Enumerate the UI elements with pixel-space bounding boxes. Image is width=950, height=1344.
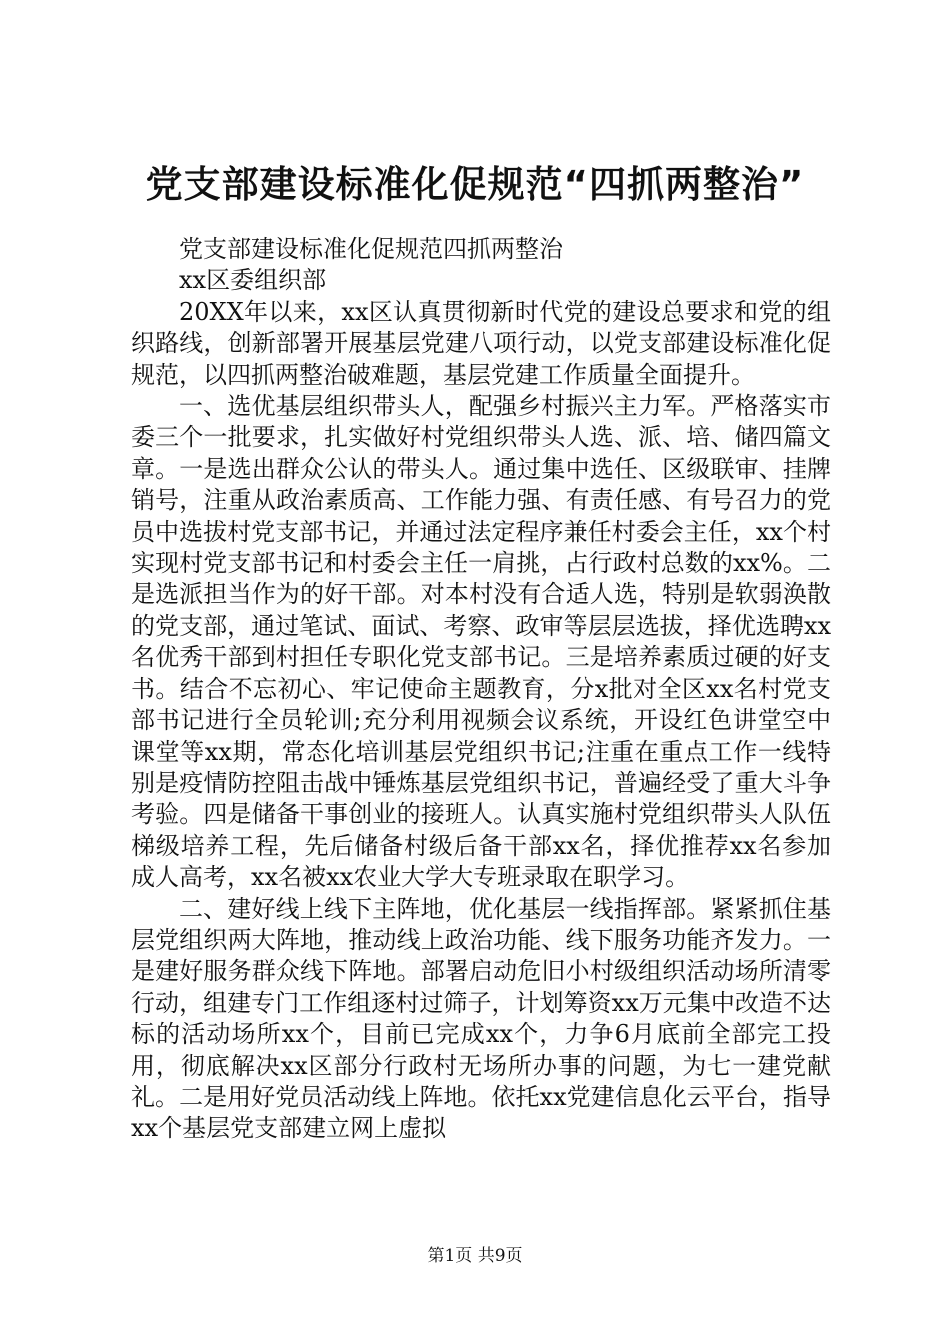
page-number-footer: 第1页 共9页 — [427, 1246, 523, 1266]
paragraph-section-2: 二、建好线上线下主阵地，优化基层一线指挥部。紧紧抓住基层党组织两大阵地，推动线上政治功能、线下服务功能齐发力。一是建好服务群众线下阵地。部署启动危旧小村级组织活动场所清零行动，组建专门工作组逐村过筛子，计划筹资xx万元集中改造不达标的活动场所xx个，目前已完成xx个，力争6月底前全部完工投用，彻底解决xx区部分行政村无场所办事的问题，为七一建党献礼。二是用好党员活动线上阵地。依托xx党建信息化云平台，指导xx个基层党支部建立网上虚拟 — [131, 894, 831, 1143]
author-line: xx区委组织部 — [179, 266, 327, 295]
paragraph-section-1: 一、选优基层组织带头人，配强乡村振兴主力军。严格落实市委三个一批要求，扎实做好村党组织带头人选、派、培、储四篇文章。一是选出群众公认的带头人。通过集中选任、区级联审、挂牌销号，注重从政治素质高、工作能力强、有责任感、有号召力的党员中选拔村党支部书记，并通过法定程序兼任村委会主任，xx个村实现村党支部书记和村委会主任一肩挑，占行政村总数的xx%。二是选派担当作为的好干部。对本村没有合适人选，特别是软弱涣散的党支部，通过笔试、面试、考察、政审等层层选拔，择优选聘xx名优秀干部到村担任专职化党支部书记。三是培养素质过硬的好支书。结合不忘初心、牢记使命主题教育，分x批对全区xx名村党支部书记进行全员轮训;充分利用视频会议系统，开设红色讲堂空中课堂等xx期，常态化培训基层党组织书记;注重在重点工作一线特别是疫情防控阻击战中锤炼基层党组织书记，普遍经受了重大斗争考验。四是储备干事创业的接班人。认真实施村党组织带头人队伍梯级培养工程，先后储备村级后备干部xx名，择优推荐xx名参加成人高考，xx名被xx农业大学大专班录取在职学习。 — [131, 392, 831, 892]
document-body — [131, 234, 831, 1145]
subtitle-line: 党支部建设标准化促规范四抓两整治 — [179, 235, 563, 263]
paragraph-intro: 20XX年以来，xx区认真贯彻新时代党的建设总要求和党的组织路线，创新部署开展基层党建八项行动，以党支部建设标准化促规范，以四抓两整治破难题，基层党建工作质量全面提升。 — [131, 297, 831, 389]
document-title: 党支部建设标准化促规范“四抓两整治” — [145, 163, 805, 206]
